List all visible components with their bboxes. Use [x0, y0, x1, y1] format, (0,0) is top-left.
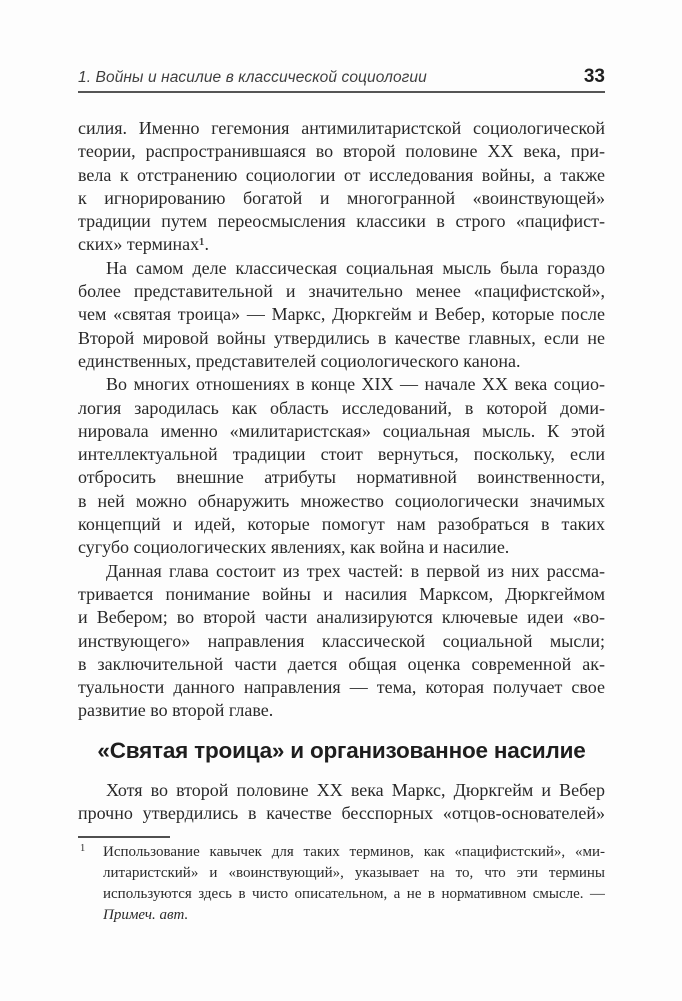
- footnote-rule: [78, 836, 170, 838]
- text-line: в заключительной части дается общая оценка современной ак-: [78, 653, 605, 674]
- text-line: нировала именно «милитаристская» социальная мысль. К этой: [78, 420, 605, 441]
- text-line: Данная глава состоит из трех частей: в первой из них рассма-: [106, 560, 605, 581]
- text-line: сугубо социологических явлениях, как война и насилие.: [78, 537, 510, 558]
- text-line: теории, распространившаяся во второй половине XX века, при-: [78, 141, 605, 162]
- chapter-title: 1. Войны и насилие в классической социологии: [78, 69, 427, 86]
- paragraph: [78, 560, 605, 723]
- page-number: 33: [583, 66, 605, 87]
- text-line: туальности данного направления — тема, которая получает свое: [78, 677, 605, 698]
- text-line: концепций и идей, которые помогут нам разобраться в таких: [78, 514, 605, 535]
- text-line: вела к отстранению социологии от исследования войны, а также: [78, 164, 605, 185]
- footnote-line: используются здесь в чисто описательном, а не в нормативном смысле. —: [103, 886, 605, 902]
- footnote-line: литаристский» и «воинствующий», указывает на то, что эти термины: [103, 865, 605, 881]
- text-line: интеллектуальной традиции стоит вернуться, поскольку, если: [78, 444, 605, 465]
- text-line: инствующего» направления классической социальной мысли;: [78, 630, 605, 651]
- text-line: чем «святая троица» — Маркс, Дюркгейм и Вебер, которые после: [78, 304, 605, 325]
- paragraphs-top: [78, 117, 605, 723]
- paragraph: [78, 257, 605, 373]
- text-line: единственных, представителей социологического канона.: [78, 350, 521, 371]
- footnote-line: Примеч. авт.: [103, 907, 189, 923]
- text-line: развитие во второй главе.: [78, 700, 274, 721]
- text-line: более представительной и значительно менее «пацифистской»,: [78, 281, 605, 302]
- text-line: традиции путем переосмысления классики в строго «пацифист-: [78, 211, 605, 232]
- footnote-line: Использование кавычек для таких терминов, как «пацифистский», «ми-: [103, 844, 605, 860]
- footnote-lines: [103, 842, 605, 926]
- text-line: отбросить внешние атрибуты нормативной воинственности,: [78, 467, 605, 488]
- footnote: [78, 836, 605, 926]
- header-rule: [78, 91, 605, 93]
- body-text: [78, 117, 605, 825]
- text-line: логия зародилась как область исследований, в которой доми-: [78, 397, 605, 418]
- text-line: ских» терминах¹.: [78, 234, 209, 255]
- text-line: к игнорированию богатой и многогранной «воинствующей»: [78, 187, 605, 208]
- paragraph: [78, 779, 605, 826]
- text-line: Второй мировой войны утвердились в качестве главных, если не: [78, 327, 605, 348]
- paragraph: [78, 373, 605, 559]
- text-line: тривается понимание войны и насилия Марксом, Дюркгеймом: [78, 583, 605, 604]
- text-line: и Вебером; во второй части анализируются ключевые идеи «во-: [78, 607, 605, 628]
- text-line: силия. Именно гегемония антимилитаристской социологической: [78, 118, 605, 138]
- text-line: Хотя во второй половине XX века Маркс, Дюркгейм и Вебер: [106, 779, 605, 800]
- text-line: прочно утвердились в качестве бесспорных «отцов-основателей»: [78, 803, 605, 824]
- footnote-body: [78, 842, 605, 926]
- paragraph: [78, 117, 605, 257]
- running-header: [78, 66, 605, 88]
- text-line: На самом деле классическая социальная мысль была гораздо: [106, 257, 605, 278]
- footnote-marker: 1: [80, 843, 86, 854]
- paragraphs-bottom: [78, 779, 605, 826]
- text-line: в ней можно обнаружить множество социологически значимых: [78, 490, 605, 511]
- text-line: Во многих отношениях в конце XIX — начале XX века социо-: [106, 374, 605, 395]
- section-heading: «Святая троица» и организованное насилие: [97, 737, 586, 763]
